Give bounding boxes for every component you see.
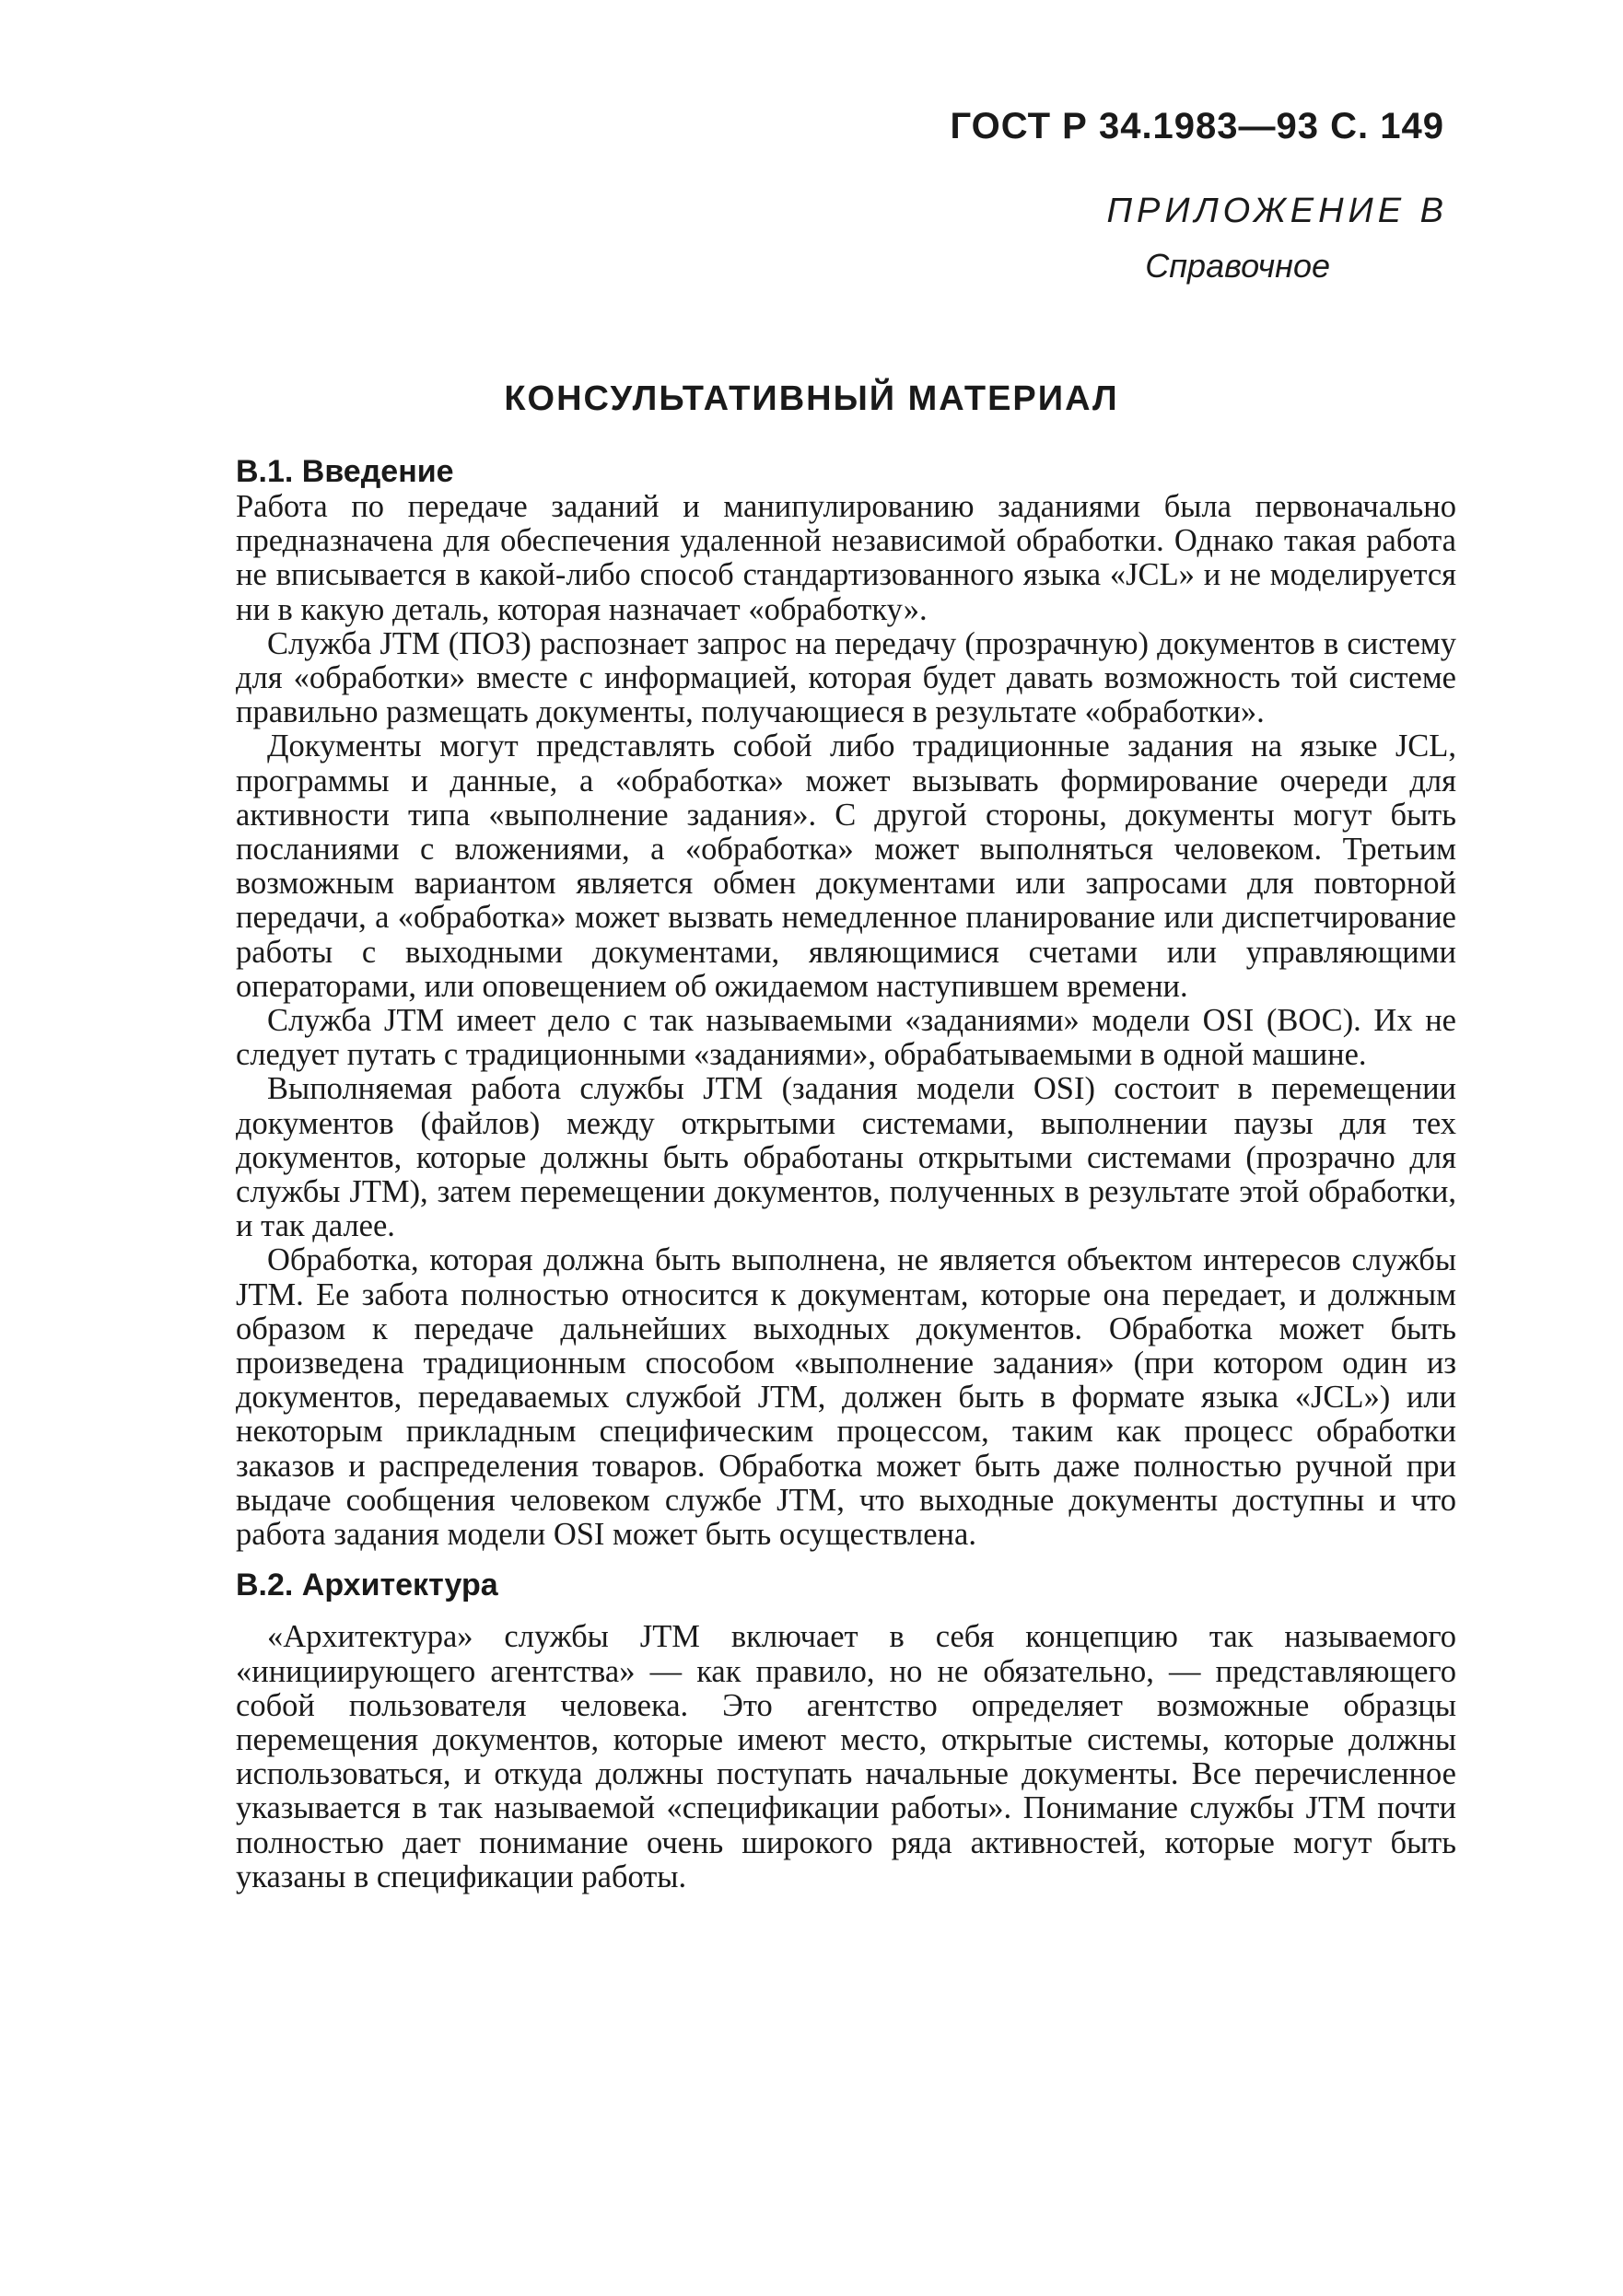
paragraph: Документы могут представлять собой либо традиционные задания на языке JCL, программы и данные, а «обработка» может вызывать формирование очереди для активности типа «выполнение задания». С другой стороны, документы могут быть посланиями с вложениями, а «обработка» может выполняться человеком. Третьим возможным вариантом является обмен документами или запросами для повторной передачи, а «обработка» может вызвать немедленное планирование или диспетчирование работы с выходными документами, являющимися счетами или управляющими операторами, или оповещением об ожидаемом наступившем времени. bbox=[236, 728, 1456, 1004]
section-heading-architecture: В.2. Архитектура bbox=[236, 1568, 498, 1603]
appendix-status: Справочное bbox=[1145, 247, 1330, 285]
document-body bbox=[236, 453, 1456, 1894]
paragraph: Выполняемая работа службы JTM (задания модели OSI) состоит в перемещении документов (файлов) между открытыми системами, выполнении паузы для тех документов, которые должны быть обработаны открытыми системами (прозрачно для службы JTM), затем перемещении документов, полученных в результате этой обработки, и так далее. bbox=[236, 1071, 1456, 1244]
section-heading-introduction: В.1. Введение bbox=[236, 454, 454, 489]
paragraph: Обработка, которая должна быть выполнена, не является объектом интересов службы JTM. Ее забота полностью относится к документам, которые она передает, и должным образом к передаче дальнейших выходных документов. Обработка может быть произведена традиционным способом «выполнение задания» (при котором один из документов, передаваемых службой JTM, должен быть в формате языка «JCL») или некоторым прикладным специфическим процессом, таким как процесс обработки заказов и распределения товаров. Обработка может быть даже полностью ручной при выдаче сообщения человеком службе JTM, что выходные документы доступны и что работа задания модели OSI может быть осуществлена. bbox=[236, 1242, 1456, 1553]
paragraph: Работа по передаче заданий и манипулированию заданиями была первоначально предназначена для обеспечения удаленной независимой обработки. Однако такая работа не вписывается в какой-либо способ стандартизованного языка «JCL» и не моделируется ни в какую деталь, которая назначает «обработку». bbox=[236, 489, 1456, 627]
appendix-label: ПРИЛОЖЕНИЕ В bbox=[1106, 192, 1448, 230]
document-title: КОНСУЛЬТАТИВНЫЙ МАТЕРИАЛ bbox=[504, 379, 1119, 418]
running-head: ГОСТ Р 34.1983—93 С. 149 bbox=[950, 106, 1444, 146]
paragraph: Служба JTM (ПОЗ) распознает запрос на передачу (прозрачную) документов в систему для «обработки» вместе с информацией, которая будет давать возможность той системе правильно размещать документы, получающиеся в результате «обработки». bbox=[236, 625, 1456, 730]
paragraph: Служба JTM имеет дело с так называемыми «заданиями» модели OSI (ВОС). Их не следует путать с традиционными «заданиями», обрабатываемыми в одной машине. bbox=[236, 1003, 1456, 1073]
paragraph: «Архитектура» службы JTM включает в себя концепцию так называемого «инициирующего агентства» — как правило, но не обязательно, — представляющего собой пользователя человека. Это агентство определяет возможные образцы перемещения документов, которые имеют место, открытые системы, которые должны использоваться, и откуда должны поступать начальные документы. Все перечисленное указывается в так называемой «спецификации работы». Понимание службы JTM почти полностью дает понимание очень широкого ряда активностей, которые могут быть указаны в спецификации работы. bbox=[236, 1619, 1456, 1894]
